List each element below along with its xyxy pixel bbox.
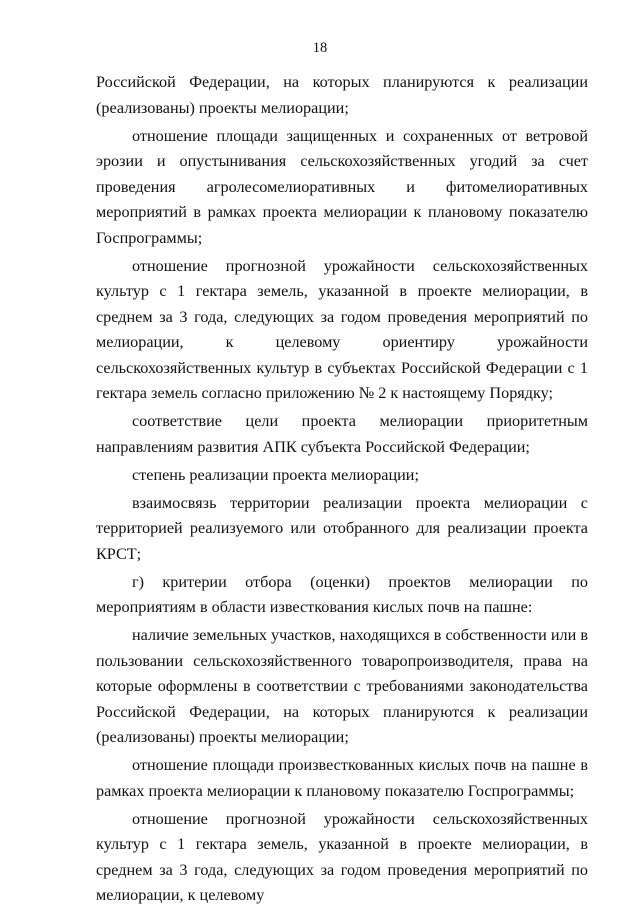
paragraph-limed-area-ratio: отношение площади произвесткованных кислых почв на пашне в рамках проекта мелиорации к плановому показателю Госпрограммы; <box>96 756 588 800</box>
document-body <box>96 70 588 911</box>
paragraph-implementation-degree: степень реализации проекта мелиорации; <box>132 465 419 484</box>
paragraph-wind-erosion-ratio: отношение площади защищенных и сохраненных от ветровой эрозии и опустынивания сельскохозяйственных угодий за счет проведения агролесомелиоративных и фитомелиоративных мероприятий в рамках проекта мелиорации к плановому показателю Госпрограммы; <box>96 126 588 247</box>
paragraph-land-plots: наличие земельных участков, находящихся в собственности или в пользовании сельскохозяйственного товаропроизводителя, права на которые оформлены в соответствии с требованиями законодательства Российской Федерации, на которых планируются к реализации (реализованы) проекты мелиорации; <box>96 626 588 746</box>
paragraph-yield-forecast-ratio-2: отношение прогнозной урожайности сельскохозяйственных культур с 1 гектара земель, указанной в проекте мелиорации, в среднем за 3 года, следующих за годом проведения мероприятий по мелиорации, к целевому <box>96 809 588 904</box>
paragraph-apk-priority: соответствие цели проекта мелиорации приоритетным направлениям развития АПК субъекта Российской Федерации; <box>96 412 588 456</box>
paragraph-yield-forecast-ratio: отношение прогнозной урожайности сельскохозяйственных культур с 1 гектара земель, указанной в проекте мелиорации, в среднем за 3 года, следующих за годом проведения мероприятий по мелиорации, к целевому ориентиру урожайности сельскохозяйственных культур в субъектах Российской Федерации с 1 гектара земель согласно приложению № 2 к настоящему Порядку; <box>96 256 588 402</box>
paragraph-krst-link: взаимосвязь территории реализации проекта мелиорации с территорией реализуемого или отобранного для реализации проекта КРСТ; <box>96 493 588 563</box>
page-number: 18 <box>312 40 328 56</box>
paragraph-criteria-liming: г) критерии отбора (оценки) проектов мелиорации по мероприятиям в области известкования кислых почв на пашне: <box>96 572 588 616</box>
paragraph-continuation: Российской Федерации, на которых планируются к реализации (реализованы) проекты мелиорации; <box>96 73 588 117</box>
